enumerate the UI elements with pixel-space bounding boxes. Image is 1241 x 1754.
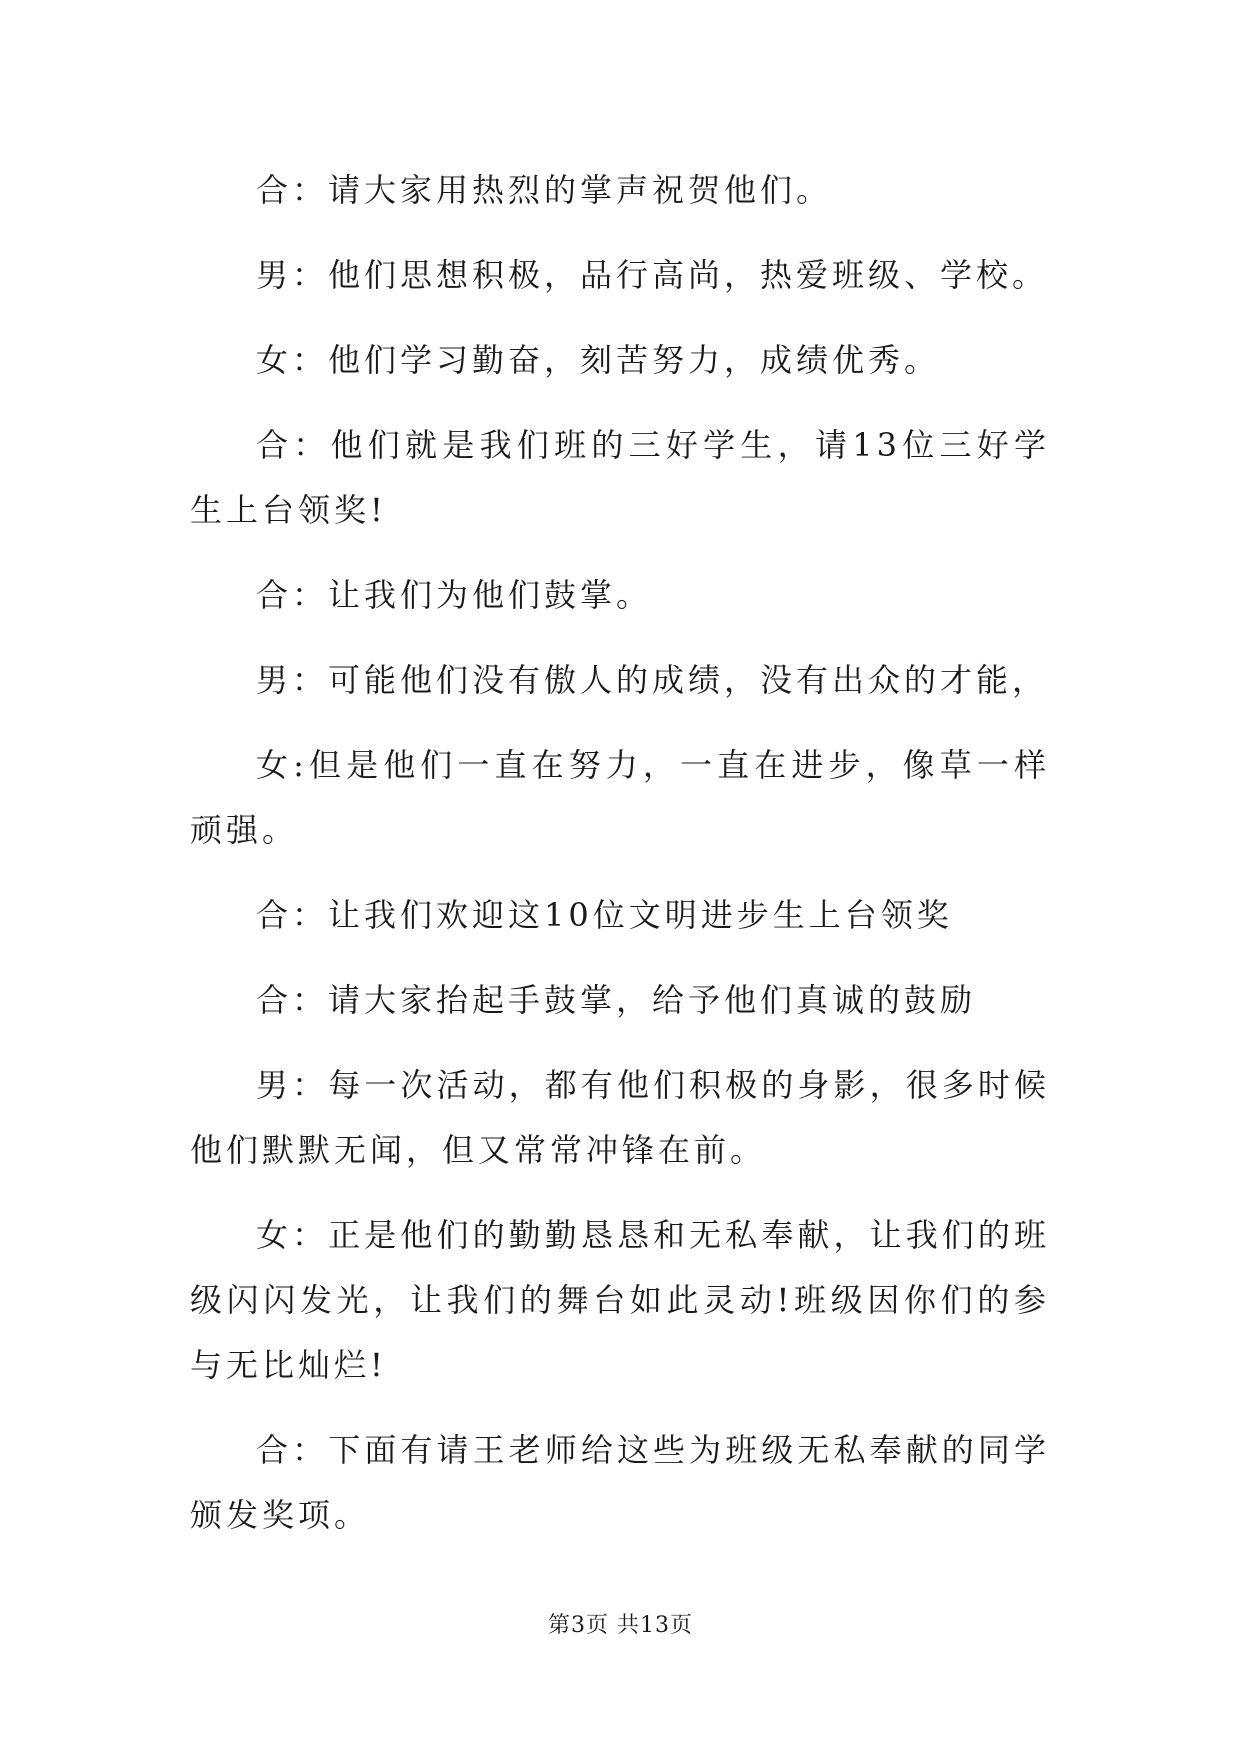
document-body	[190, 158, 1050, 1568]
paragraph: 合：让我们为他们鼓掌。	[256, 576, 653, 614]
paragraph: 女：他们学习勤奋，刻苦努力，成绩优秀。	[256, 341, 941, 379]
paragraph: 女:但是他们一直在努力，一直在进步，像草一样顽强。	[190, 746, 1050, 849]
paragraph: 合：请大家用热烈的掌声祝贺他们。	[256, 171, 833, 209]
paragraph: 男：每一次活动，都有他们积极的身影，很多时候他们默默无闻，但又常常冲锋在前。	[190, 1066, 1050, 1169]
page-footer	[0, 1608, 1241, 1639]
paragraph: 女：正是他们的勤勤恳恳和无私奉献，让我们的班级闪闪发光，让我们的舞台如此灵动!班级因你们的参与无比灿烂!	[190, 1216, 1050, 1384]
paragraph: 合：下面有请王老师给这些为班级无私奉献的同学颁发奖项。	[190, 1431, 1050, 1534]
paragraph: 合：请大家抬起手鼓掌，给予他们真诚的鼓励	[256, 981, 977, 1019]
paragraph: 男：可能他们没有傲人的成绩，没有出众的才能，	[256, 661, 1049, 699]
page-number: 第3页 共13页	[548, 1613, 693, 1638]
paragraph: 合：让我们欢迎这10位文明进步生上台领奖	[256, 896, 953, 934]
paragraph: 男：他们思想积极，品行高尚，热爱班级、学校。	[256, 256, 1049, 294]
paragraph: 合：他们就是我们班的三好学生，请13位三好学生上台领奖!	[190, 426, 1050, 529]
